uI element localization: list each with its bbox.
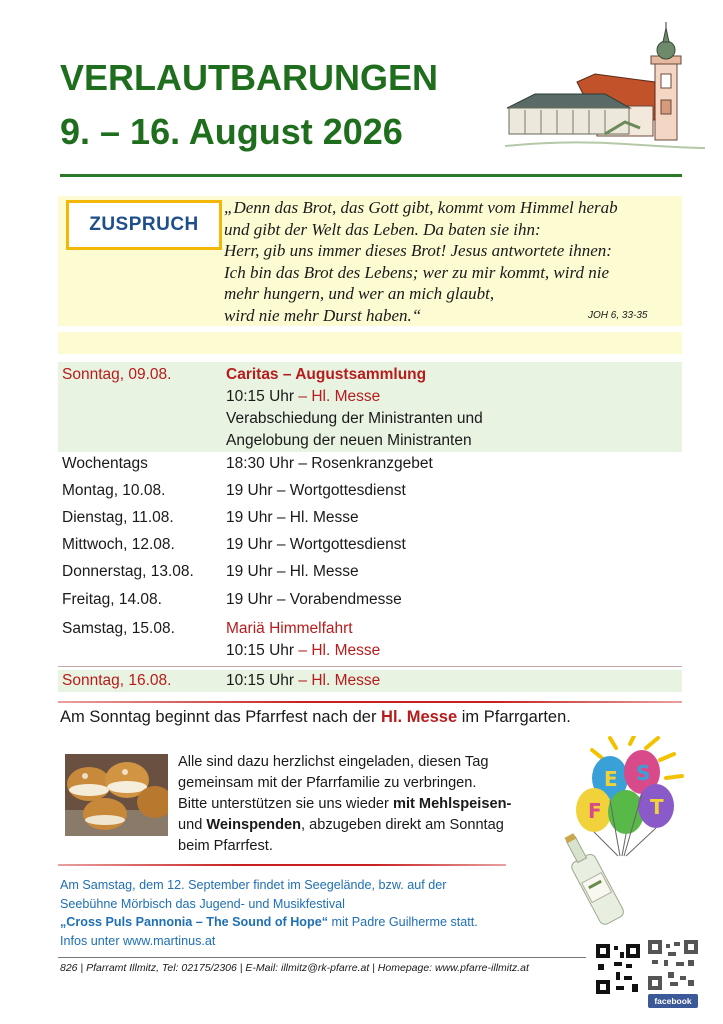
schedule-row-sunday1 [58, 362, 682, 452]
invitation-text [178, 752, 558, 857]
invitation-line: Bitte unterstützen sie uns wieder mit Mehlspeisen- [178, 796, 512, 812]
schedule-event: 10:15 Uhr – Hl. Messe [226, 388, 381, 405]
quote-line: mehr hungern, und wer an mich glaubt, [224, 284, 495, 303]
schedule-row [58, 507, 682, 529]
page-title-line1: VERLAUTBARUNGEN [60, 57, 438, 98]
quote-strip [58, 332, 682, 354]
schedule-row [58, 561, 682, 583]
church-illustration [505, 22, 705, 162]
quote-line: wird nie mehr Durst haben.“ [224, 305, 422, 325]
qr-code[interactable] [596, 944, 640, 994]
schedule-event: 10:15 Uhr – Hl. Messe [226, 672, 381, 689]
schedule-date: Wochentags [62, 455, 148, 472]
schedule-event-title: Caritas – Augustsammlung [226, 366, 427, 383]
schedule-event-note: Verabschiedung der Ministranten und [226, 410, 483, 427]
schedule-row-sunday2 [58, 670, 682, 692]
svg-text:S: S [636, 761, 651, 785]
red-divider [58, 864, 506, 866]
fest-balloons-illustration [560, 736, 720, 936]
pastry-photo [65, 754, 168, 836]
quote-line: und gibt der Welt das Leben. Da baten sie ihn: [224, 219, 541, 239]
schedule-date: Mittwoch, 12.08. [62, 536, 175, 553]
invitation-line: und Weinspenden, abzugeben direkt am Sonntag [178, 817, 504, 833]
invitation-line: gemeinsam mit der Pfarrfamilie zu verbringen. [178, 775, 477, 791]
qr-code[interactable] [648, 940, 698, 990]
svg-text:T: T [650, 795, 664, 819]
facebook-icon[interactable]: facebook [648, 994, 698, 1008]
festival-line: Seebühne Mörbisch das Jugend- und Musikfestival [60, 896, 345, 911]
schedule-row [58, 534, 682, 556]
quote-line: Ich bin das Brot des Lebens; wer zu mir kommt, wird nie [224, 262, 609, 282]
schedule-divider [58, 666, 682, 667]
schedule-event: 19 Uhr – Vorabendmesse [226, 591, 402, 608]
bible-reference: JOH 6, 33-35 [588, 310, 648, 321]
footer-divider [58, 957, 586, 958]
svg-text:E: E [604, 767, 618, 791]
schedule-event: 10:15 Uhr – Hl. Messe [226, 642, 381, 659]
schedule-event-title: Mariä Himmelfahrt [226, 620, 353, 637]
schedule-date: Montag, 10.08. [62, 482, 166, 499]
schedule-event: 19 Uhr – Hl. Messe [226, 509, 359, 526]
schedule-event-note: Angelobung der neuen Ministranten [226, 432, 472, 449]
schedule-event: 19 Uhr – Wortgottesdienst [226, 482, 406, 499]
schedule-event: 19 Uhr – Hl. Messe [226, 563, 359, 580]
page-title-line2: 9. – 16. August 2026 [60, 111, 403, 152]
schedule-event: 18:30 Uhr – Rosenkranzgebet [226, 455, 433, 472]
bible-quote [224, 197, 674, 326]
schedule-date: Sonntag, 16.08. [62, 672, 172, 689]
schedule-event: 19 Uhr – Wortgottesdienst [226, 536, 406, 553]
festival-info [60, 876, 478, 950]
invitation-line: Alle sind dazu herzlichst eingeladen, diesen Tag [178, 754, 489, 770]
quote-line: „Denn das Brot, das Gott gibt, kommt vom Himmel herab [224, 198, 618, 217]
festival-line: Am Samstag, dem 12. September findet im Seegelände, bzw. auf der [60, 878, 447, 892]
invitation-line: beim Pfarrfest. [178, 838, 273, 854]
zuspruch-label: ZUSPRUCH [66, 200, 222, 250]
schedule-date: Dienstag, 11.08. [62, 509, 174, 526]
schedule-date: Samstag, 15.08. [62, 620, 175, 637]
schedule-date: Freitag, 14.08. [62, 591, 162, 608]
pfarrfest-announcement: Am Sonntag beginnt das Pfarrfest nach der Hl. Messe im Pfarrgarten. [60, 708, 571, 726]
schedule-row [58, 589, 682, 611]
schedule-date: Donnerstag, 13.08. [62, 563, 194, 580]
schedule-row [58, 480, 682, 502]
svg-text:F: F [588, 799, 602, 823]
festival-link[interactable]: Infos unter www.martinus.at [60, 933, 216, 948]
festival-line: „Cross Puls Pannonia – The Sound of Hope“ mit Padre Guilherme statt. [60, 915, 478, 929]
header-divider [60, 174, 682, 177]
quote-line: Herr, gib uns immer dieses Brot! Jesus antwortete ihnen: [224, 241, 612, 260]
schedule-date: Sonntag, 09.08. [62, 366, 172, 383]
schedule-row [58, 453, 682, 475]
footer-contact: 826 | Pfarramt Illmitz, Tel: 02175/2306 | E-Mail: illmitz@rk-pfarre.at | Homepage: www.pfarre-illmitz.at [60, 962, 529, 974]
schedule-row-saturday [58, 618, 682, 664]
red-divider [58, 701, 682, 703]
